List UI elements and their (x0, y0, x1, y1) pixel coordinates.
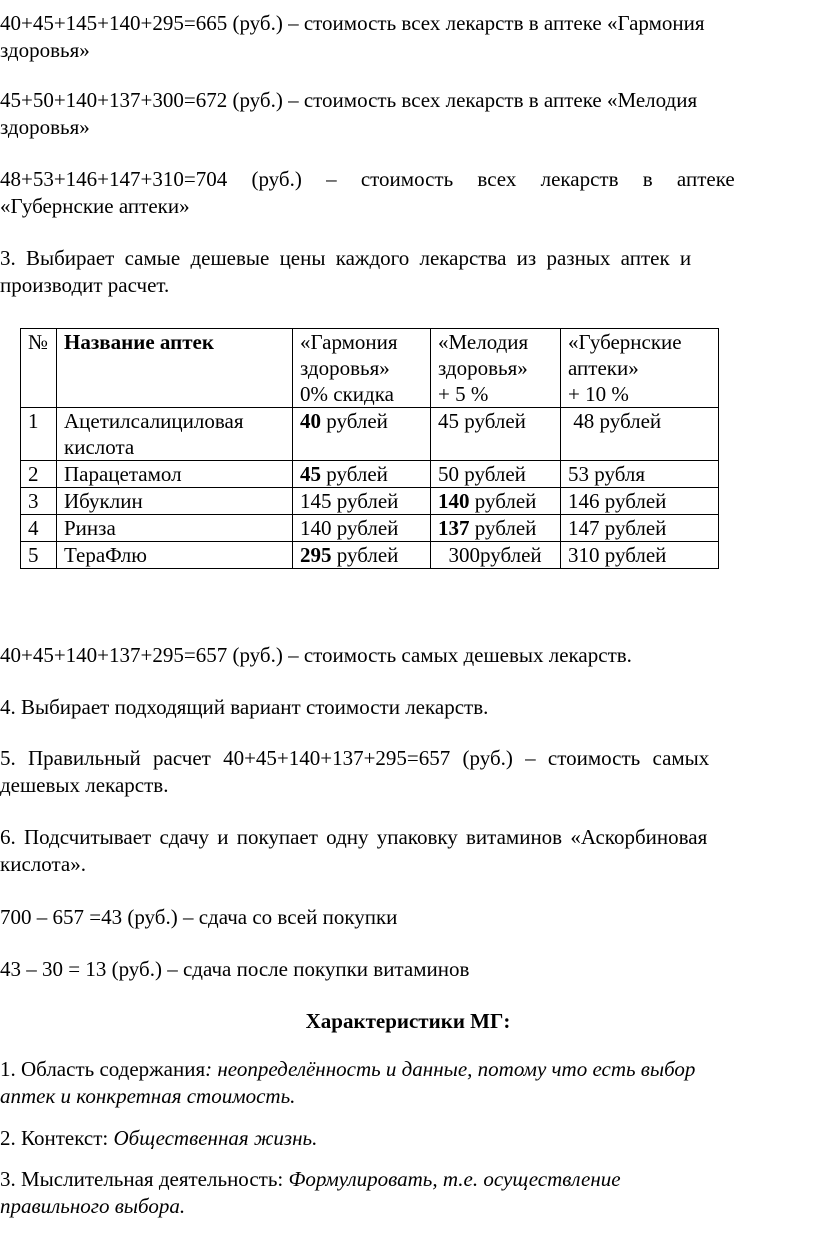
header-num: № (21, 329, 57, 408)
row-price-harmony: 40 рублей (293, 408, 431, 461)
calc-melody-line: 45+50+140+137+300=672 (руб.) – стоимость всех лекарств в аптеке «Мелодия (0, 88, 698, 112)
row-price-melody: 137 рублей (431, 515, 561, 542)
row-price-harmony: 145 рублей (293, 488, 431, 515)
calc-harmony-line-cont: здоровья» (0, 38, 90, 62)
row-num: 1 (21, 408, 57, 461)
row-num: 2 (21, 461, 57, 488)
calc-melody-line-cont: здоровья» (0, 115, 90, 139)
header-melody: «Мелодия здоровья» + 5 % (431, 329, 561, 408)
row-num: 5 (21, 542, 57, 569)
characteristic-3: 3. Мыслительная деятельность: Формулировать, т.е. осуществление (0, 1167, 621, 1191)
table-row (21, 488, 719, 515)
step-3-line: 3. Выбирает самые дешевые цены каждого лекарства из разных аптек и (0, 246, 692, 270)
row-price-melody: 45 рублей (431, 408, 561, 461)
step-6-line: 6. Подсчитывает сдачу и покупает одну упаковку витаминов «Аскорбиновая (0, 825, 708, 849)
header-harmony: «Гармония здоровья» 0% скидка (293, 329, 431, 408)
row-price-melody: 140 рублей (431, 488, 561, 515)
row-drug-name: Ибуклин (57, 488, 293, 515)
row-price-gubern: 48 рублей (561, 408, 719, 461)
row-price-gubern: 146 рублей (561, 488, 719, 515)
characteristics-heading: Характеристики МГ: (305, 1009, 511, 1033)
row-price-harmony: 140 рублей (293, 515, 431, 542)
characteristic-3-cont: правильного выбора. (0, 1194, 186, 1218)
calc-gubern-line-cont: «Губернские аптеки» (0, 194, 190, 218)
row-drug-name: ТераФлю (57, 542, 293, 569)
row-drug-name: Парацетамол (57, 461, 293, 488)
row-price-melody: 300рублей (431, 542, 561, 569)
table-row (21, 408, 719, 461)
characteristic-1: 1. Область содержания: неопределённость и данные, потому что есть выбор (0, 1057, 696, 1081)
change-after-vitamins-line: 43 – 30 = 13 (руб.) – сдача после покупки витаминов (0, 957, 470, 981)
header-gubern: «Губернские аптеки» + 10 % (561, 329, 719, 408)
row-price-melody: 50 рублей (431, 461, 561, 488)
step-4-line: 4. Выбирает подходящий вариант стоимости лекарств. (0, 695, 489, 719)
step-5-line: 5. Правильный расчет 40+45+140+137+295=657 (руб.) – стоимость самых (0, 746, 710, 770)
characteristic-2: 2. Контекст: Общественная жизнь. (0, 1126, 318, 1150)
row-price-gubern: 147 рублей (561, 515, 719, 542)
row-price-harmony: 295 рублей (293, 542, 431, 569)
table-row (21, 515, 719, 542)
step-5-line-cont: дешевых лекарств. (0, 773, 169, 797)
calc-harmony-line: 40+45+145+140+295=665 (руб.) – стоимость всех лекарств в аптеке «Гармония (0, 11, 705, 35)
row-num: 3 (21, 488, 57, 515)
characteristic-1-cont: аптек и конкретная стоимость. (0, 1084, 296, 1108)
row-price-gubern: 310 рублей (561, 542, 719, 569)
cheapest-total-line: 40+45+140+137+295=657 (руб.) – стоимость самых дешевых лекарств. (0, 643, 632, 667)
row-price-harmony: 45 рублей (293, 461, 431, 488)
step-6-line-cont: кислота». (0, 852, 86, 876)
row-drug-name: Ринза (57, 515, 293, 542)
calc-gubern-line: 48+53+146+147+310=704 (руб.) – стоимость всех лекарств в аптеке (0, 167, 735, 191)
row-num: 4 (21, 515, 57, 542)
table-header-row (21, 329, 719, 408)
table-row (21, 461, 719, 488)
header-name: Название аптек (57, 329, 293, 408)
row-drug-name: Ацетилсалициловая кислота (57, 408, 293, 461)
change-total-line: 700 – 657 =43 (руб.) – сдача со всей покупки (0, 905, 398, 929)
row-price-gubern: 53 рубля (561, 461, 719, 488)
table-row (21, 542, 719, 569)
step-3-line-cont: производит расчет. (0, 273, 170, 297)
pharmacy-price-table (20, 328, 719, 569)
